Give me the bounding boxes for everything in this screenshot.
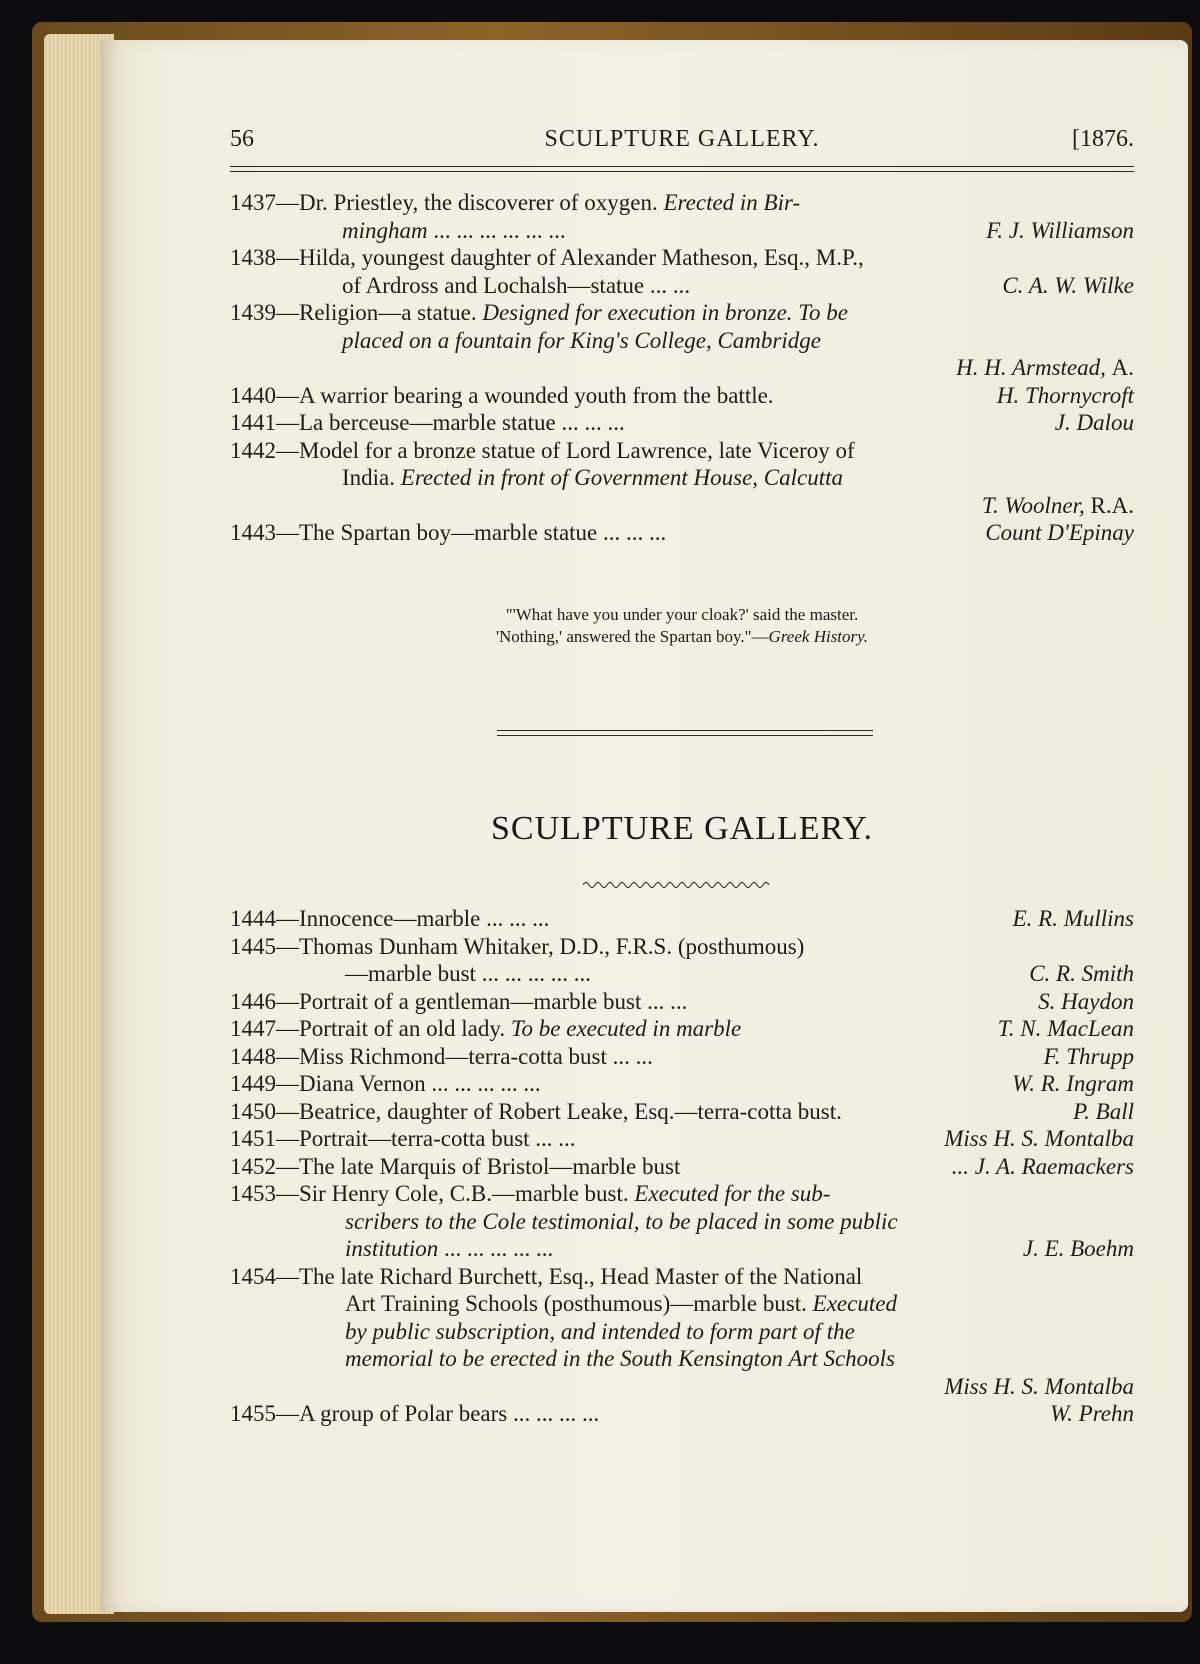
entry-line <box>230 1319 1134 1347</box>
entry-text: memorial to be erected in the South Kensington Art Schools <box>345 1346 896 1371</box>
entry-text: 1445—Thomas Dunham Whitaker, D.D., F.R.S. (posthumous) <box>230 933 805 959</box>
entry-text: India. Erected in front of Government House, Calcutta <box>342 465 844 490</box>
quote-source: Greek History. <box>768 627 869 646</box>
entry-sculptor: T. Woolner, R.A. <box>981 492 1134 518</box>
entry-text: 1439—Religion—a statue. Designed for execution in bronze. To be <box>230 300 848 325</box>
entry-line <box>230 1181 1134 1209</box>
entry-text: 1440—A warrior bearing a wounded youth from the battle. <box>230 382 774 408</box>
entry-line <box>230 1126 1134 1154</box>
entry-text: mingham ... ... ... ... ... ... <box>342 217 566 243</box>
entry-text: placed on a fountain for King's College, Cambridge <box>342 327 821 353</box>
entry-text: 1450—Beatrice, daughter of Robert Leake, Esq.—terra-cotta bust. <box>230 1098 842 1124</box>
entry-line <box>230 961 1134 989</box>
entry-line <box>230 438 1134 466</box>
entry-sculptor: W. Prehn <box>1050 1401 1134 1426</box>
section-title: SCULPTURE GALLERY. <box>491 810 873 847</box>
entry-sculptor: F. Thrupp <box>1043 1043 1134 1069</box>
quote-line-2: 'Nothing,' answered the Spartan boy."—Greek History. <box>495 627 869 646</box>
entry-sculptor: Miss H. S. Montalba <box>944 1373 1134 1399</box>
entry-text: 1441—La berceuse—marble statue ... ... ... <box>230 410 625 435</box>
entry-sculptor: W. R. Ingram <box>1012 1071 1134 1096</box>
entry-text: 1451—Portrait—terra-cotta bust ... ... <box>230 1126 576 1151</box>
entry-text: scribers to the Cole testimonial, to be placed in some public <box>345 1208 898 1234</box>
entry-line <box>230 989 1134 1017</box>
entry-line <box>230 355 1134 383</box>
entry-line <box>230 1154 1134 1182</box>
entry-sculptor: T. N. MacLean <box>997 1016 1134 1041</box>
entry-text: by public subscription, and intended to form part of the <box>345 1318 855 1344</box>
entry-sculptor: H. Thornycroft <box>996 382 1134 408</box>
entry-line <box>230 410 1134 438</box>
year: [1876. <box>1072 126 1134 152</box>
entry-text: —marble bust ... ... ... ... ... <box>345 961 591 986</box>
entry-line <box>230 1346 1134 1374</box>
entry-line <box>230 493 1134 521</box>
entry-text: 1448—Miss Richmond—terra-cotta bust ... ... <box>230 1043 653 1069</box>
entry-sculptor: E. R. Mullins <box>1012 906 1134 931</box>
entry-text: Art Training Schools (posthumous)—marble bust. Executed <box>345 1291 897 1316</box>
entry-line <box>230 218 1134 246</box>
entry-sculptor: J. Dalou <box>1054 410 1134 435</box>
entry-line <box>230 906 1134 934</box>
entry-text: 1438—Hilda, youngest daughter of Alexander Matheson, Esq., M.P., <box>230 245 864 270</box>
entry-line <box>230 1016 1134 1044</box>
entry-line <box>230 245 1134 273</box>
entry-line <box>230 1401 1134 1429</box>
entry-text: 1446—Portrait of a gentleman—marble bust ... ... <box>230 988 688 1014</box>
header-rule-thin <box>230 171 1134 172</box>
entry-text: institution ... ... ... ... ... <box>345 1236 554 1261</box>
entry-sculptor: F. J. Williamson <box>986 217 1134 243</box>
running-header <box>230 126 1134 162</box>
entry-text: 1444—Innocence—marble ... ... ... <box>230 906 550 931</box>
header-rule <box>230 166 1134 167</box>
page-number: 56 <box>230 126 254 152</box>
entry-line <box>230 1044 1134 1072</box>
entry-text: 1437—Dr. Priestley, the discoverer of oxygen. Erected in Bir- <box>230 190 801 215</box>
entry-sculptor: C. R. Smith <box>1029 961 1134 986</box>
entry-line <box>230 465 1134 493</box>
entry-line <box>230 1374 1134 1402</box>
entry-text: 1455—A group of Polar bears ... ... ... ... <box>230 1401 600 1426</box>
entry-line <box>230 328 1134 356</box>
entry-line <box>230 1071 1134 1099</box>
entry-sculptor: S. Haydon <box>1038 988 1134 1014</box>
entry-text: 1447—Portrait of an old lady. To be executed in marble <box>230 1016 742 1041</box>
entry-line <box>230 1209 1134 1237</box>
epigraph-quote <box>230 604 1134 648</box>
section-rule <box>497 730 873 731</box>
entry-line <box>230 383 1134 411</box>
catalogue-entries-top <box>230 190 1134 548</box>
entry-line <box>230 520 1134 548</box>
entry-text: 1449—Diana Vernon ... ... ... ... ... <box>230 1071 541 1096</box>
entry-sculptor: H. H. Armstead, A. <box>956 355 1134 380</box>
entry-text: 1443—The Spartan boy—marble statue ... ... ... <box>230 520 667 545</box>
section-rule-thin <box>497 735 873 736</box>
entry-sculptor: Count D'Epinay <box>985 520 1134 545</box>
entry-line <box>230 1291 1134 1319</box>
entry-sculptor: Miss H. S. Montalba <box>944 1126 1134 1151</box>
catalogue-entries-bottom <box>230 906 1134 1429</box>
quote-line-1: "'What have you under your cloak?' said the master. <box>505 605 859 624</box>
entry-sculptor: ... J. A. Raemackers <box>951 1153 1134 1179</box>
entry-line <box>230 273 1134 301</box>
entry-sculptor: P. Ball <box>1073 1098 1134 1124</box>
entry-line <box>230 300 1134 328</box>
entry-text: of Ardross and Lochalsh—statue ... ... <box>342 272 691 298</box>
entry-line <box>230 934 1134 962</box>
entry-line <box>230 1236 1134 1264</box>
entry-sculptor: C. A. W. Wilke <box>1002 272 1134 298</box>
entry-sculptor: J. E. Boehm <box>1022 1236 1134 1261</box>
wavy-ornament <box>583 880 773 890</box>
running-title: SCULPTURE GALLERY. <box>544 126 820 152</box>
entry-text: 1453—Sir Henry Cole, C.B.—marble bust. Executed for the sub- <box>230 1181 831 1206</box>
entry-line <box>230 1099 1134 1127</box>
entry-line <box>230 190 1134 218</box>
entry-line <box>230 1264 1134 1292</box>
entry-text: 1454—The late Richard Burchett, Esq., Head Master of the National <box>230 1263 863 1289</box>
entry-text: 1452—The late Marquis of Bristol—marble bust <box>230 1153 681 1179</box>
entry-text: 1442—Model for a bronze statue of Lord Lawrence, late Viceroy of <box>230 437 855 463</box>
